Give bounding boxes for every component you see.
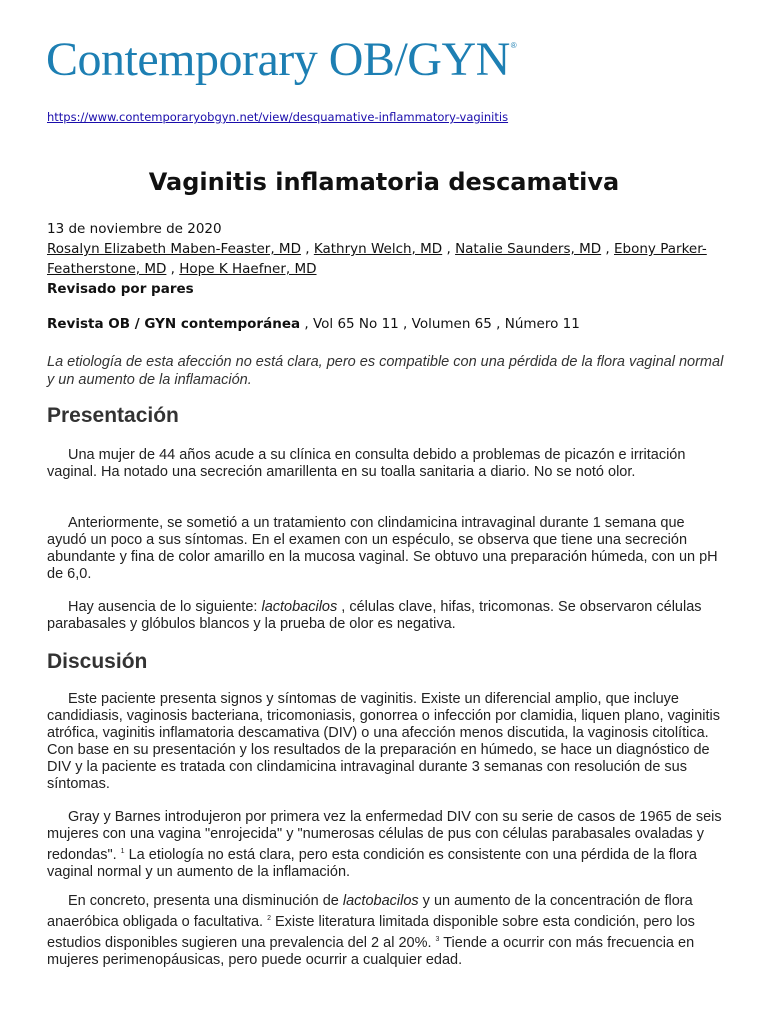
source-url-link[interactable]: https://www.contemporaryobgyn.net/view/desquamative-inflammatory-vaginitis (47, 110, 509, 124)
reference-marker[interactable]: 2 (267, 915, 271, 922)
author-link[interactable]: Ebony Parker- (614, 241, 707, 257)
discussion-paragraph: Este paciente presenta signos y síntomas de vaginitis. Existe un diferencial amplio, que incluye candidiasis, vaginosis bacteriana, tricomoniasis, gonorrea o infección por clamidia, liquen plano, vaginitis atrófica, vaginitis inflamatoria descamativa (DIV) o una afección menos discutida, la vaginosis citolítica. Con base en su presentación y los resultados de la preparación en húmedo, se hace un diagnóstico de DIV y la paciente es tratada con clindamicina intravaginal durante 3 semanas con resolución de sus síntomas. (47, 691, 721, 792)
author-link[interactable]: Hope K Haefner, MD (179, 261, 317, 277)
registered-mark: ® (510, 41, 517, 50)
article-meta (47, 219, 728, 299)
author-line: Rosalyn Elizabeth Maben-Feaster, MD , Kathryn Welch, MD , Natalie Saunders, MD , Ebony Parker- (47, 241, 707, 257)
journal-citation (47, 316, 580, 332)
article-title: Vaginitis inflamatoria descamativa (148, 168, 620, 196)
publish-date: 13 de noviembre de 2020 (47, 221, 222, 237)
reference-marker[interactable]: 3 (435, 935, 440, 943)
author-link[interactable]: Kathryn Welch, MD (313, 241, 443, 257)
reference-marker[interactable]: 1 (120, 848, 125, 855)
presentation-paragraph: Una mujer de 44 años acude a su clínica en consulta debido a problemas de picazón e irritación vaginal. Ha notado una secreción amarillenta en su toalla sanitaria a diario. No se notó olor. (47, 447, 686, 480)
author-link[interactable]: Rosalyn Elizabeth Maben-Feaster, MD (47, 241, 301, 257)
logo-text: Contemporary OB/GYN (46, 33, 510, 86)
peer-review-label: Revisado por pares (47, 281, 194, 297)
presentation-paragraph: Hay ausencia de lo siguiente: lactobacilos , células clave, hifas, tricomonas. Se observaron células parabasales y glóbulos blancos y la prueba de olor es negativa. (47, 599, 702, 632)
discussion-paragraph: En concreto, presenta una disminución de lactobacilos y un aumento de la concentración de flora anaeróbica obligada o facultativa. $^2$ Existe literatura limitada disponible sobre esta condición, pero los estudios disponibles sugieren una prevalencia del 2 al 20%. $^3$ Tiende a ocurrir con más frecuencia en mujeres perimenopáusicas, pero puede ocurrir a cualquier edad. (47, 893, 695, 968)
discussion-paragraph: Gray y Barnes introdujeron por primera vez la enfermedad DIV con su serie de casos de 1965 de seis mujeres con una vagina "enrojecida" y "numerosas células de pus con células parabasales ovaladas y redondas". $^1$ La etiología no está clara, pero esta condición es consistente con una pérdida de la flora vaginal normal y un aumento de la inflamación. (47, 809, 722, 880)
journal-name: Revista OB / GYN contemporánea (47, 316, 301, 332)
presentation-paragraph: Anteriormente, se sometió a un tratamiento con clindamicina intravaginal durante 1 semana que ayudó un poco a sus síntomas. En el examen con un espéculo, se observa que tiene una secreción abundante y fina de color amarillo en la mucosa vaginal. Se obtuvo una preparación húmeda, con un pH de 6,0. (47, 515, 718, 582)
section-heading-presentation: Presentación (47, 404, 179, 427)
author-link[interactable]: Natalie Saunders, MD (455, 241, 602, 257)
author-line: Featherstone, MD , Hope K Haefner, MD (47, 261, 317, 277)
section-heading-discussion: Discusión (47, 650, 148, 673)
author-link[interactable]: Featherstone, MD (47, 261, 167, 277)
site-logo[interactable] (46, 33, 517, 86)
journal-details: , Vol 65 No 11 , Volumen 65 , Número 11 (300, 316, 580, 332)
article-summary: La etiología de esta afección no está clara, pero es compatible con una pérdida de la flora vaginal normal y un aumento de la inflamación. (47, 354, 724, 388)
